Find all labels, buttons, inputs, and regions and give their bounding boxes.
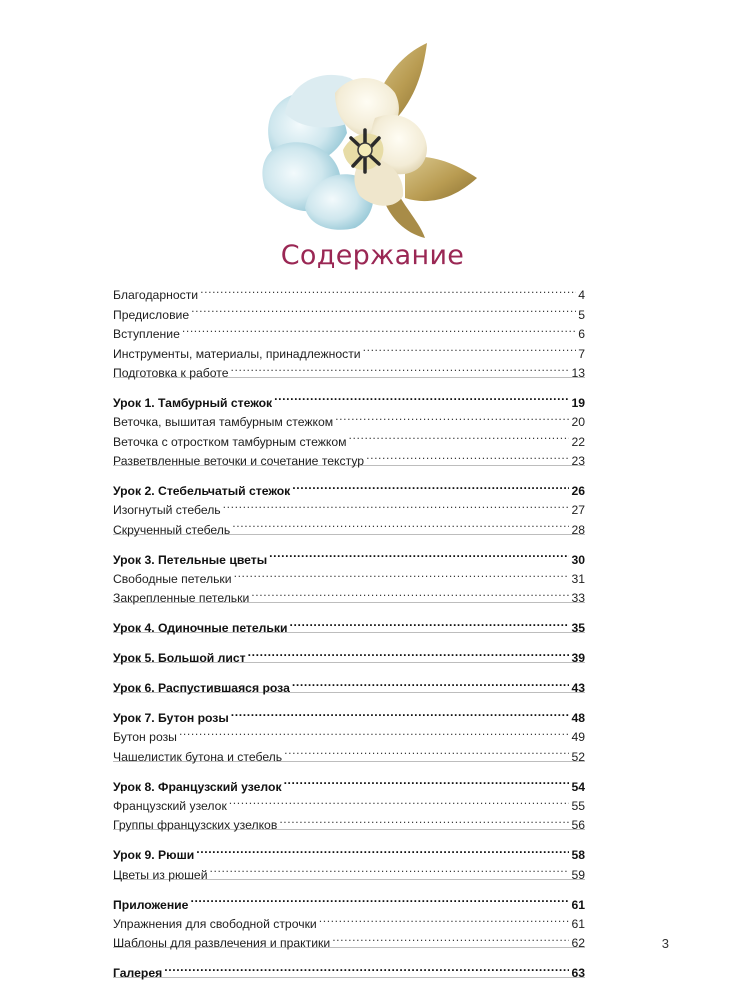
toc-group — [113, 613, 585, 636]
toc-group — [113, 387, 585, 469]
dot-leader — [179, 722, 570, 741]
toc-entry-page: 20 — [571, 415, 585, 430]
toc-entry-page: 5 — [578, 307, 585, 322]
toc-entry-page: 43 — [571, 681, 585, 696]
toc-lesson-entry[interactable] — [113, 476, 585, 498]
dot-leader — [349, 426, 570, 445]
dot-leader — [210, 859, 570, 878]
toc-entry-title: Шаблоны для развлечения и практики — [113, 936, 331, 951]
toc-entry-title: Изогнутый стебель — [113, 503, 221, 518]
toc-entry[interactable] — [113, 741, 585, 764]
toc-entry-page: 58 — [571, 848, 585, 863]
toc-entry-page: 13 — [571, 365, 585, 380]
page-number: 3 — [661, 936, 669, 951]
toc-entry-page: 26 — [571, 483, 585, 498]
toc-lesson-entry[interactable] — [113, 958, 585, 981]
toc-entry-page: 35 — [571, 621, 585, 636]
toc-lesson-entry[interactable] — [113, 643, 585, 666]
toc-lesson-entry[interactable] — [113, 840, 585, 863]
dot-leader — [319, 909, 570, 928]
toc-entry-title: Урок 8. Французский узелок — [113, 779, 282, 794]
table-of-contents — [113, 280, 585, 980]
toc-entry-title: Галерея — [113, 966, 163, 981]
dot-leader — [292, 673, 570, 692]
section-divider — [113, 977, 585, 978]
toc-entry-title: Урок 1. Тамбурный стежок — [113, 395, 273, 410]
toc-entry-page: 62 — [571, 936, 585, 951]
dot-leader — [335, 407, 569, 426]
toc-entry-page: 61 — [571, 897, 585, 912]
dot-leader — [231, 358, 570, 377]
toc-entry[interactable] — [113, 319, 585, 342]
dot-leader — [248, 643, 570, 662]
toc-entry-page: 31 — [571, 571, 585, 586]
toc-entry-page: 22 — [571, 434, 585, 449]
ribbon-flower-illustration — [255, 38, 490, 243]
dot-leader — [229, 791, 570, 810]
toc-group — [113, 703, 585, 762]
toc-entry-title: Урок 3. Петельные цветы — [113, 552, 268, 567]
toc-entry-title: Веточка с отростком тамбурным стежком — [113, 434, 347, 449]
toc-group — [113, 476, 585, 535]
toc-entry-title: Приложение — [113, 897, 189, 912]
toc-entry-title: Вступление — [113, 327, 180, 342]
toc-entry-title: Группы французских узелков — [113, 818, 278, 833]
toc-entry-page: 63 — [571, 966, 585, 981]
toc-group — [113, 643, 585, 666]
dot-leader — [196, 840, 569, 859]
dot-leader — [234, 564, 570, 583]
toc-entry-page: 19 — [571, 395, 585, 410]
dot-leader — [274, 387, 569, 406]
toc-entry-title: Разветвленные веточки и сочетание текстур — [113, 454, 365, 469]
dot-leader — [284, 741, 569, 760]
toc-entry-title: Урок 6. Распустившаяся роза — [113, 681, 290, 696]
toc-entry-page: 6 — [578, 327, 585, 342]
toc-entry-page: 28 — [571, 522, 585, 537]
toc-entry[interactable] — [113, 338, 585, 361]
toc-entry-title: Урок 5. Большой лист — [113, 651, 246, 666]
toc-group — [113, 889, 585, 951]
toc-entry-title: Упражнения для свободной строчки — [113, 916, 317, 931]
toc-entry-title: Урок 4. Одиночные петельки — [113, 621, 288, 636]
dot-leader — [182, 319, 576, 338]
toc-entry-page: 54 — [571, 779, 585, 794]
dot-leader — [191, 299, 576, 318]
toc-entry-title: Урок 2. Стебельчатый стежок — [113, 483, 291, 498]
toc-entry-title: Скрученный стебель — [113, 522, 231, 537]
toc-entry-title: Благодарности — [113, 288, 199, 303]
toc-lesson-entry[interactable] — [113, 673, 585, 696]
toc-entry-page: 39 — [571, 651, 585, 666]
toc-group — [113, 840, 585, 880]
toc-entry-title: Урок 7. Бутон розы — [113, 710, 229, 725]
toc-group — [113, 771, 585, 833]
toc-entry-page: 56 — [571, 818, 585, 833]
toc-entry-page: 27 — [571, 503, 585, 518]
dot-leader — [290, 613, 570, 632]
dot-leader — [200, 280, 576, 299]
dot-leader — [164, 958, 569, 977]
toc-entry-page: 30 — [571, 552, 585, 567]
dot-leader — [366, 446, 569, 465]
toc-group — [113, 544, 585, 606]
toc-entry-page: 52 — [571, 749, 585, 764]
toc-entry-page: 4 — [578, 288, 585, 303]
page-title: Содержание — [280, 240, 465, 271]
toc-entry[interactable] — [113, 280, 585, 303]
toc-entry-page: 33 — [571, 591, 585, 606]
toc-entry[interactable] — [113, 722, 585, 745]
dot-leader — [363, 338, 577, 357]
dot-leader — [292, 476, 569, 495]
toc-lesson-entry[interactable] — [113, 771, 585, 794]
toc-entry-title: Бутон розы — [113, 730, 177, 745]
toc-entry-title: Урок 9. Рюши — [113, 848, 195, 863]
dot-leader — [190, 889, 569, 908]
toc-group — [113, 958, 585, 981]
dot-leader — [269, 544, 569, 563]
toc-lesson-entry[interactable] — [113, 544, 585, 567]
dot-leader — [279, 810, 569, 829]
toc-entry-title: Подготовка к работе — [113, 365, 229, 380]
toc-entry-title: Инструменты, материалы, принадлежности — [113, 346, 361, 361]
toc-entry-page: 61 — [571, 916, 585, 931]
toc-lesson-entry[interactable] — [113, 889, 585, 912]
toc-entry-page: 48 — [571, 710, 585, 725]
toc-entry-page: 7 — [578, 346, 585, 361]
toc-entry-page: 23 — [571, 454, 585, 469]
toc-entry-title: Предисловие — [113, 307, 190, 322]
toc-entry-title: Свободные петельки — [113, 571, 232, 586]
toc-lesson-entry[interactable] — [113, 613, 585, 636]
toc-entry-page: 59 — [571, 867, 585, 882]
toc-entry-page: 55 — [571, 798, 585, 813]
toc-entry-title: Французский узелок — [113, 798, 227, 813]
toc-group — [113, 280, 585, 378]
dot-leader — [251, 583, 569, 602]
dot-leader — [232, 514, 569, 533]
dot-leader — [231, 703, 570, 722]
toc-entry-title: Цветы из рюшей — [113, 867, 208, 882]
toc-entry-title: Чашелистик бутона и стебель — [113, 749, 283, 764]
toc-group — [113, 673, 585, 696]
toc-lesson-entry[interactable] — [113, 703, 585, 725]
toc-entry-page: 49 — [571, 730, 585, 745]
dot-leader — [284, 771, 570, 790]
toc-entry-title: Закрепленные петельки — [113, 591, 250, 606]
toc-lesson-entry[interactable] — [113, 387, 585, 410]
toc-entry-title: Веточка, вышитая тамбурным стежком — [113, 415, 334, 430]
dot-leader — [223, 495, 570, 514]
dot-leader — [332, 928, 569, 947]
